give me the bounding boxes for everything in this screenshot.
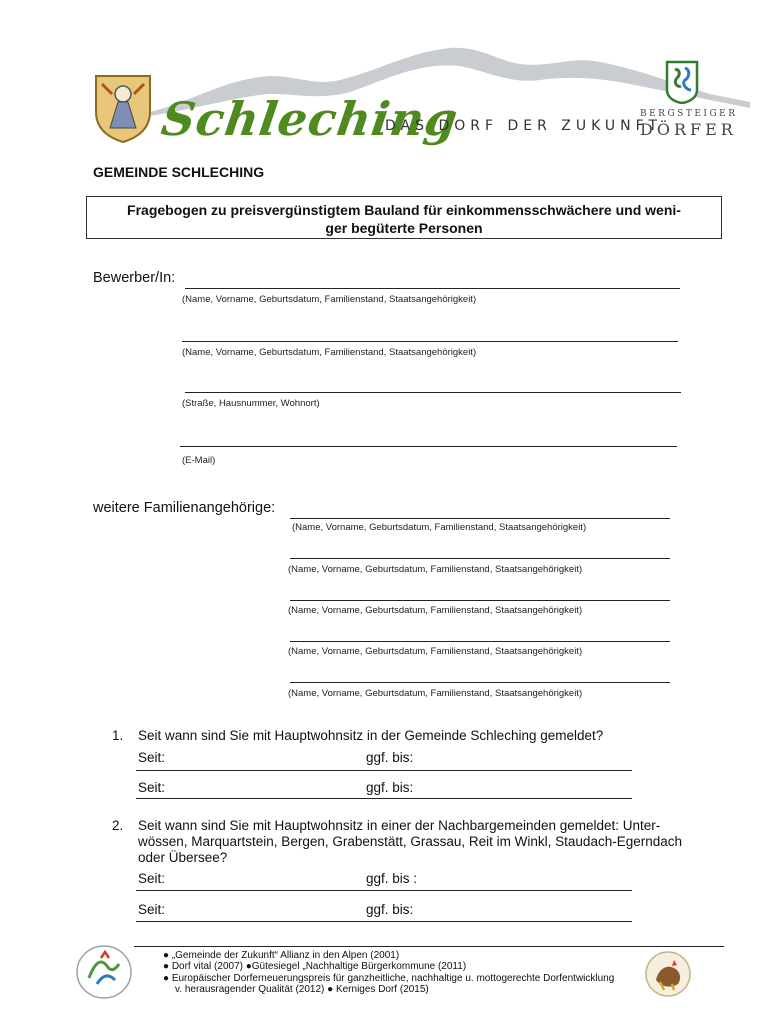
family-hint-1: (Name, Vorname, Geburtsdatum, Familienstand, Staatsangehörigkeit) xyxy=(292,522,587,533)
coat-of-arms-icon xyxy=(88,72,158,144)
question-1-text: Seit wann sind Sie mit Hauptwohnsitz in der Gemeinde Schleching gemeldet? xyxy=(138,728,604,743)
q2-date-field-2[interactable] xyxy=(136,921,632,922)
question-2-text xyxy=(138,818,732,866)
family-member-field-4[interactable] xyxy=(290,641,670,642)
q2-bis-label-2: ggf. bis: xyxy=(366,902,414,917)
question-1 xyxy=(112,728,732,746)
family-member-field-1[interactable] xyxy=(290,518,670,519)
question-2-text-line-3: oder Übersee? xyxy=(138,850,228,865)
letterhead xyxy=(0,0,770,150)
document-title-line-1: Fragebogen zu preisvergünstigtem Bauland für einkommensschwächere und weni- xyxy=(127,202,681,218)
footer-line-2: ● Dorf vital (2007) ●Gütesiegel „Nachhaltige Bürgerkommune (2011) xyxy=(163,961,467,973)
footer-left-logo-icon xyxy=(75,944,133,1000)
logo-tagline: DAS DORF DER ZUKUNFT xyxy=(385,118,663,134)
applicant-hint-2: (Name, Vorname, Geburtsdatum, Familienstand, Staatsangehörigkeit) xyxy=(182,347,477,358)
family-member-field-3[interactable] xyxy=(290,600,670,601)
applicant-name-field-2[interactable] xyxy=(182,341,678,342)
footer-line-4: v. herausragender Qualität (2012) ● Kerniges Dorf (2015) xyxy=(175,983,429,995)
family-hint-5: (Name, Vorname, Geburtsdatum, Familienstand, Staatsangehörigkeit) xyxy=(288,688,583,699)
footer-line-1: ● „Gemeinde der Zukunft“ Allianz in den Alpen (2001) xyxy=(163,950,400,961)
q1-bis-label-2: ggf. bis: xyxy=(366,780,414,795)
family-hint-4: (Name, Vorname, Geburtsdatum, Familienstand, Staatsangehörigkeit) xyxy=(288,646,583,657)
q1-seit-label-1: Seit: xyxy=(138,750,166,765)
family-member-field-5[interactable] xyxy=(290,682,670,683)
family-members-label: weitere Familienangehörige: xyxy=(93,500,276,516)
q1-date-field-2[interactable] xyxy=(136,798,632,799)
bergsteigerdoerfer-badge-icon xyxy=(665,60,699,104)
question-2-text-line-1: Seit wann sind Sie mit Hauptwohnsitz in einer der Nachbargemeinden gemeldet: Unter- xyxy=(138,818,661,833)
applicant-email-field[interactable] xyxy=(180,446,677,447)
logo-wordmark: Schleching xyxy=(158,92,462,146)
footer-awards xyxy=(163,950,614,995)
footer-divider xyxy=(134,946,724,947)
question-2-number: 2. xyxy=(112,818,124,833)
q2-bis-label-1: ggf. bis : xyxy=(366,871,418,886)
family-hint-2: (Name, Vorname, Geburtsdatum, Familienstand, Staatsangehörigkeit) xyxy=(288,564,583,575)
applicant-label: Bewerber/In: xyxy=(93,270,176,286)
applicant-hint-1: (Name, Vorname, Geburtsdatum, Familienstand, Staatsangehörigkeit) xyxy=(182,294,477,305)
family-hint-3: (Name, Vorname, Geburtsdatum, Familienstand, Staatsangehörigkeit) xyxy=(288,605,583,616)
badge-text-bottom: DÖRFER xyxy=(640,120,737,139)
q1-bis-label-1: ggf. bis: xyxy=(366,750,414,765)
document-title-line-2: ger begüterte Personen xyxy=(325,220,483,236)
badge-text-top: BERGSTEIGER xyxy=(640,109,738,119)
question-2-text-line-2: wössen, Marquartstein, Bergen, Grabenstätt, Grassau, Reit im Winkl, Staudach-Egerndach xyxy=(138,834,683,849)
question-1-number: 1. xyxy=(112,728,124,743)
document-title-box xyxy=(86,196,722,239)
q1-date-field-1[interactable] xyxy=(136,770,632,771)
q1-seit-label-2: Seit: xyxy=(138,780,166,795)
question-2 xyxy=(112,818,732,868)
applicant-hint-3: (Straße, Hausnummer, Wohnort) xyxy=(182,398,320,409)
footer-right-logo-icon xyxy=(644,950,692,998)
applicant-name-field-1[interactable] xyxy=(185,288,680,289)
family-member-field-2[interactable] xyxy=(290,558,670,559)
applicant-address-field[interactable] xyxy=(185,392,681,393)
q2-seit-label-2: Seit: xyxy=(138,902,166,917)
applicant-hint-4: (E-Mail) xyxy=(182,455,216,466)
q2-seit-label-1: Seit: xyxy=(138,871,166,886)
q2-date-field-1[interactable] xyxy=(136,890,632,891)
municipality-heading: GEMEINDE SCHLECHING xyxy=(93,164,265,180)
footer-line-3: ● Europäischer Dorferneuerungspreis für ganzheitliche, nachhaltige u. mottogerechte Dorfentwicklung xyxy=(163,972,615,984)
